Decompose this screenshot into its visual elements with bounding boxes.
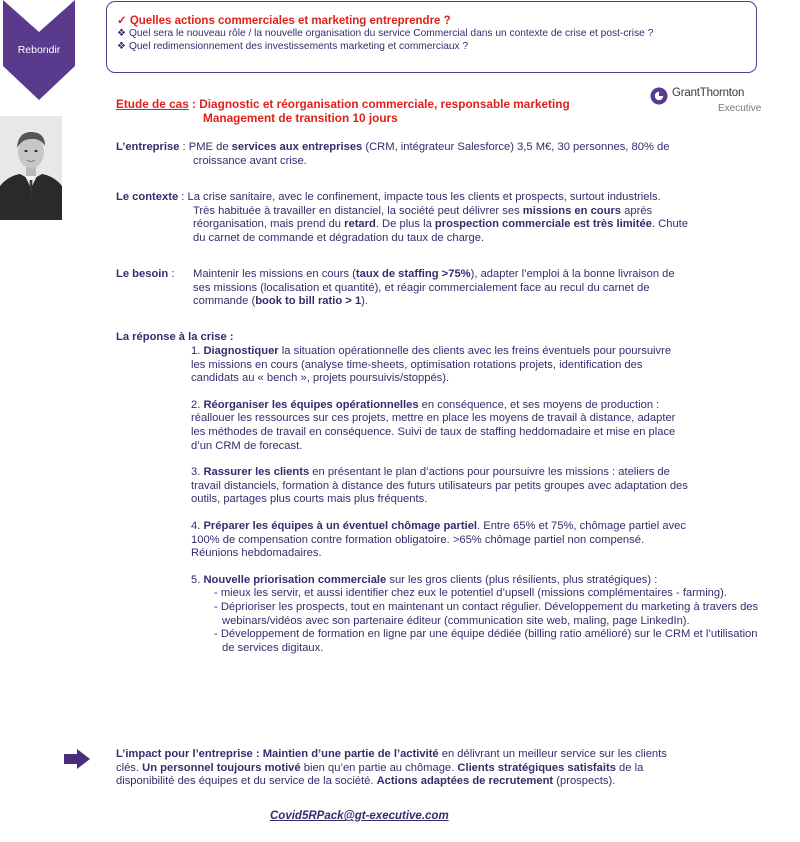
item-2-line-4: d’un CRM de forecast.	[191, 439, 303, 452]
response-item-5	[191, 574, 776, 656]
logo-brand: GrantThornton	[672, 87, 745, 99]
response-item-4	[191, 520, 776, 561]
rebondir-badge	[3, 0, 75, 100]
case-title-line-1: : Diagnostic et réorganisation commerciale, responsable marketing	[188, 97, 570, 111]
contexte-l2c: après	[621, 204, 653, 217]
item-1-line-3: candidats au « bench », projets poursuivis/stoppés).	[191, 372, 450, 385]
impact-text-4: de la	[615, 761, 644, 774]
grant-thornton-logo	[648, 87, 762, 117]
dash-item-3: - Développement de formation en ligne par une équipe dédiée (billing ratio amélioré) sur le CRM et l’utilisation de services digitaux.	[214, 628, 758, 654]
section-impact	[116, 748, 776, 789]
item-4-line-2: 100% de compensation contre formation obligatoire. >65% chômage partiel non compensé.	[191, 533, 645, 546]
response-item-3	[191, 466, 776, 507]
dash-item-1: - mieux les servir, et aussi identifier chez eux le potentiel d’upsell (missions complémentaires - farming).	[214, 587, 727, 600]
entreprise-line-2: croissance avant crise.	[193, 154, 307, 167]
contexte-l3e: . Chute	[651, 218, 688, 231]
item-3-num: 3.	[191, 466, 204, 479]
besoin-line-3	[193, 295, 793, 309]
contexte-l2a: Très habituée à travailler en distanciel, la société peut délivrer ses	[193, 204, 523, 217]
contexte-line-4: du carnet de commande et dégradation du taux de charge.	[193, 231, 485, 244]
item-2-line-2: réallouer les ressources sur ces projets, mettre en place les moyens de travail à distance, adapter	[191, 412, 676, 425]
entreprise-bold-1: services aux entreprises	[231, 141, 363, 153]
contexte-l2b: missions en cours	[522, 204, 622, 217]
section-reponse	[116, 331, 234, 345]
item-5-num: 5.	[191, 573, 204, 586]
reponse-colon: :	[226, 331, 234, 343]
besoin-l3a: commande (	[193, 295, 256, 308]
besoin-body	[193, 268, 793, 309]
questions-box	[106, 1, 757, 73]
impact-bold-1: L’impact pour l’entreprise : Maintien d’une partie de l’activité	[116, 748, 439, 760]
item-5-rest: sur les gros clients (plus résilients, plus stratégiques) :	[386, 573, 658, 586]
item-3-line-3: outils, partages plus courts mais plus fréquents.	[191, 493, 428, 506]
item-4-bold: Préparer les équipes à un éventuel chômage partiel	[203, 519, 478, 532]
besoin-term: Le besoin	[116, 268, 169, 280]
impact-text-3: bien qu’en partie au chômage.	[300, 761, 458, 774]
item-2-num: 2.	[191, 398, 204, 411]
contexte-line-3	[116, 218, 796, 232]
impact-text-6: (prospects).	[553, 775, 616, 788]
besoin-l1b: taux de staffing >75%	[355, 268, 471, 280]
entreprise-text-2: (CRM, intégrateur Salesforce) 3,5 M€, 30 personnes, 80% de	[362, 141, 670, 153]
item-1-line-2: les missions en cours (analyse time-sheets, optimisation rotations projets, identification des	[191, 358, 643, 371]
item-5-dashes	[191, 587, 767, 655]
grant-thornton-mark-icon	[650, 87, 668, 105]
item-2-rest: en conséquence, et ses moyens de production :	[418, 398, 660, 411]
contexte-l3d: prospection commerciale est très limitée	[434, 218, 652, 231]
impact-bold-3: Clients stratégiques satisfaits	[457, 761, 616, 774]
besoin-l1a: Maintenir les missions en cours (	[193, 268, 356, 280]
section-contexte	[116, 191, 796, 245]
badge-label: Rebondir	[17, 44, 61, 56]
sub-question-1: ❖ Quel sera le nouveau rôle / la nouvelle organisation du service Commercial dans un contexte de crise et post-crise ?	[117, 28, 654, 39]
portrait-image	[0, 116, 62, 220]
besoin-line-2: ses missions (localisation et quantité), et réagir commercialement face au recul du carnet de	[193, 281, 650, 294]
impact-text-1: en délivrant un meilleur service sur les clients	[438, 748, 667, 760]
item-4-num: 4.	[191, 519, 204, 532]
item-2-bold: Réorganiser les équipes opérationnelles	[203, 398, 419, 411]
contexte-l3a: réorganisation, mais prend du	[193, 218, 345, 231]
item-1-bold: Diagnostiquer	[203, 345, 279, 357]
item-3-line-2: travail distanciels, formation à distance des futurs utilisateurs par petits groupes avec adaptation des	[191, 479, 688, 492]
item-1-rest: la situation opérationnelle des clients avec les freins éventuels pour poursuivre	[278, 345, 672, 357]
impact-bold-4: Actions adaptées de recrutement	[376, 775, 554, 788]
sub-question-2: ❖ Quel redimensionnement des investissements marketing et commerciaux ?	[117, 40, 469, 52]
item-3-rest: en présentant le plan d’actions pour poursuivre les missions : ateliers de	[309, 466, 670, 479]
impact-text-2: clés.	[116, 761, 143, 774]
entreprise-text-1: : PME de	[179, 141, 232, 153]
item-4-rest: . Entre 65% et 75%, chômage partiel avec	[477, 519, 686, 532]
section-entreprise	[116, 141, 786, 168]
contexte-line-2	[116, 205, 796, 219]
besoin-l3c: ).	[361, 295, 369, 308]
besoin-l1c: ), adapter l’emploi à la bonne livraison de	[470, 268, 675, 280]
response-item-1	[191, 345, 776, 386]
impact-arrow-icon	[64, 749, 90, 774]
contexte-term: Le contexte	[116, 191, 179, 203]
impact-text-5: disponibilité des équipes et du service de la société.	[116, 775, 377, 788]
impact-bold-2: Un personnel toujours motivé	[142, 761, 301, 774]
contexte-l3c: . De plus la	[375, 218, 435, 231]
section-besoin	[116, 268, 786, 308]
case-title-line-2: Management de transition 10 jours	[203, 111, 398, 125]
item-3-bold: Rassurer les clients	[203, 466, 310, 479]
response-list	[191, 345, 776, 668]
case-study-label: Etude de cas	[116, 97, 189, 111]
besoin-l3b: book to bill ratio > 1	[255, 295, 362, 308]
contexte-text-1: : La crise sanitaire, avec le confinement, impacte tous les clients et prospects, surtout industriels.	[178, 191, 661, 203]
entreprise-term: L’entreprise	[116, 141, 180, 153]
logo-sub: Executive	[718, 103, 762, 114]
item-4-line-3: Réunions hebdomadaires.	[191, 547, 322, 560]
item-1-num: 1.	[191, 345, 204, 357]
main-question: ✓ Quelles actions commerciales et marketing entreprendre ?	[117, 15, 451, 27]
consultant-portrait	[0, 116, 62, 220]
besoin-line-1	[193, 268, 793, 282]
response-item-2	[191, 399, 776, 453]
contact-email-link[interactable]: Covid5RPack@gt-executive.com	[270, 810, 449, 822]
reponse-term: La réponse à la crise	[116, 331, 227, 343]
item-2-line-3: les méthodes de travail en conséquence. Suivi de taux de staffing heddomadaire et mise en place	[191, 425, 676, 438]
dash-item-2: - Déprioriser les prospects, tout en maintenant un contact régulier. Développement du marketing à travers des webinars/vidéos avec son partenaire éditeur (communication site web, maling, page LinkedIn).	[214, 600, 759, 627]
case-study-title	[116, 97, 570, 125]
item-5-bold: Nouvelle priorisation commerciale	[203, 573, 387, 586]
besoin-colon: :	[168, 268, 175, 280]
contexte-l3b: retard	[344, 218, 376, 231]
